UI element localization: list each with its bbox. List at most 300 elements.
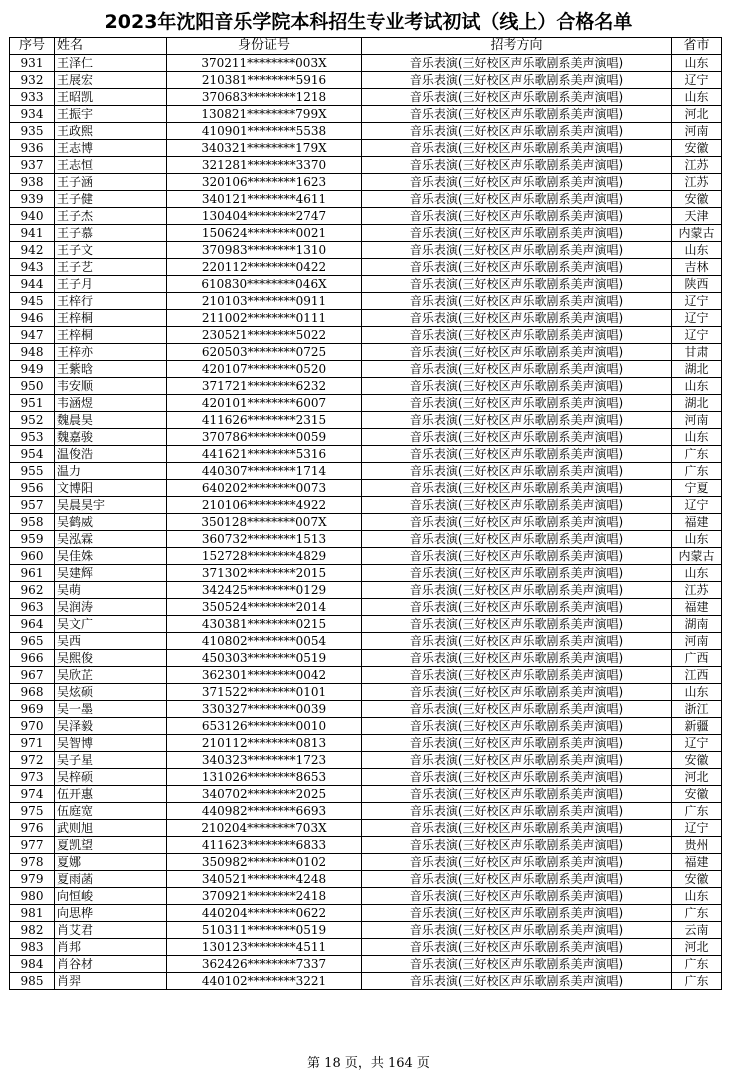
cell-name: 温力 [55, 463, 167, 480]
table-row [10, 378, 722, 395]
cell-id: 450303********0519 [167, 650, 362, 667]
table-row [10, 327, 722, 344]
cell-province: 广西 [672, 650, 722, 667]
cell-province: 山东 [672, 429, 722, 446]
cell-name: 温俊浩 [55, 446, 167, 463]
cell-name: 吴子星 [55, 752, 167, 769]
table-row [10, 259, 722, 276]
cell-id: 370921********2418 [167, 888, 362, 905]
cell-id: 411623********6833 [167, 837, 362, 854]
cell-direction: 音乐表演(三好校区声乐歌剧系美声演唱) [362, 157, 672, 174]
table-row [10, 888, 722, 905]
cell-province: 浙江 [672, 701, 722, 718]
cell-seq: 971 [10, 735, 55, 752]
cell-seq: 942 [10, 242, 55, 259]
cell-id: 230521********5022 [167, 327, 362, 344]
cell-name: 吴润涛 [55, 599, 167, 616]
table-row [10, 463, 722, 480]
cell-seq: 980 [10, 888, 55, 905]
cell-direction: 音乐表演(三好校区声乐歌剧系美声演唱) [362, 497, 672, 514]
cell-name: 王子艺 [55, 259, 167, 276]
table-row [10, 140, 722, 157]
cell-province: 内蒙古 [672, 548, 722, 565]
cell-direction: 音乐表演(三好校区声乐歌剧系美声演唱) [362, 446, 672, 463]
table-row [10, 582, 722, 599]
cell-name: 王梓行 [55, 293, 167, 310]
header-seq: 序号 [10, 38, 55, 55]
cell-province: 广东 [672, 905, 722, 922]
cell-direction: 音乐表演(三好校区声乐歌剧系美声演唱) [362, 684, 672, 701]
cell-direction: 音乐表演(三好校区声乐歌剧系美声演唱) [362, 276, 672, 293]
cell-direction: 音乐表演(三好校区声乐歌剧系美声演唱) [362, 803, 672, 820]
cell-seq: 985 [10, 973, 55, 990]
cell-name: 武则旭 [55, 820, 167, 837]
cell-direction: 音乐表演(三好校区声乐歌剧系美声演唱) [362, 701, 672, 718]
cell-name: 伍开惠 [55, 786, 167, 803]
cell-province: 安徽 [672, 191, 722, 208]
cell-id: 440307********1714 [167, 463, 362, 480]
cell-province: 河南 [672, 412, 722, 429]
cell-id: 371522********0101 [167, 684, 362, 701]
cell-province: 湖北 [672, 361, 722, 378]
table-row [10, 667, 722, 684]
cell-seq: 965 [10, 633, 55, 650]
cell-seq: 978 [10, 854, 55, 871]
table-row [10, 123, 722, 140]
cell-direction: 音乐表演(三好校区声乐歌剧系美声演唱) [362, 174, 672, 191]
table-row [10, 650, 722, 667]
cell-seq: 974 [10, 786, 55, 803]
cell-province: 湖北 [672, 395, 722, 412]
cell-seq: 944 [10, 276, 55, 293]
cell-id: 340321********179X [167, 140, 362, 157]
cell-name: 王展宏 [55, 72, 167, 89]
cell-id: 440204********0622 [167, 905, 362, 922]
cell-seq: 933 [10, 89, 55, 106]
cell-id: 340702********2025 [167, 786, 362, 803]
table-row [10, 956, 722, 973]
table-row [10, 174, 722, 191]
cell-direction: 音乐表演(三好校区声乐歌剧系美声演唱) [362, 854, 672, 871]
cell-direction: 音乐表演(三好校区声乐歌剧系美声演唱) [362, 752, 672, 769]
cell-direction: 音乐表演(三好校区声乐歌剧系美声演唱) [362, 769, 672, 786]
cell-seq: 955 [10, 463, 55, 480]
cell-seq: 941 [10, 225, 55, 242]
cell-direction: 音乐表演(三好校区声乐歌剧系美声演唱) [362, 293, 672, 310]
cell-seq: 936 [10, 140, 55, 157]
cell-direction: 音乐表演(三好校区声乐歌剧系美声演唱) [362, 378, 672, 395]
cell-seq: 958 [10, 514, 55, 531]
table-row [10, 514, 722, 531]
table-row [10, 208, 722, 225]
cell-seq: 960 [10, 548, 55, 565]
cell-direction: 音乐表演(三好校区声乐歌剧系美声演唱) [362, 922, 672, 939]
cell-id: 370683********1218 [167, 89, 362, 106]
cell-name: 王子文 [55, 242, 167, 259]
cell-name: 王子慕 [55, 225, 167, 242]
cell-name: 王政熙 [55, 123, 167, 140]
cell-province: 陕西 [672, 276, 722, 293]
cell-direction: 音乐表演(三好校区声乐歌剧系美声演唱) [362, 888, 672, 905]
table-body [10, 55, 722, 990]
cell-province: 福建 [672, 854, 722, 871]
table-row [10, 242, 722, 259]
cell-id: 342425********0129 [167, 582, 362, 599]
cell-seq: 938 [10, 174, 55, 191]
cell-province: 安徽 [672, 786, 722, 803]
table-row [10, 905, 722, 922]
cell-id: 350524********2014 [167, 599, 362, 616]
table-row [10, 565, 722, 582]
cell-province: 辽宁 [672, 327, 722, 344]
cell-id: 131026********8653 [167, 769, 362, 786]
cell-id: 640202********0073 [167, 480, 362, 497]
cell-seq: 931 [10, 55, 55, 72]
cell-province: 山东 [672, 89, 722, 106]
cell-name: 吴鹤威 [55, 514, 167, 531]
cell-name: 王子健 [55, 191, 167, 208]
cell-seq: 951 [10, 395, 55, 412]
cell-province: 山东 [672, 242, 722, 259]
cell-id: 340323********1723 [167, 752, 362, 769]
cell-direction: 音乐表演(三好校区声乐歌剧系美声演唱) [362, 837, 672, 854]
cell-name: 吴佳姝 [55, 548, 167, 565]
table-row [10, 854, 722, 871]
cell-name: 魏晨昊 [55, 412, 167, 429]
table-row [10, 429, 722, 446]
cell-province: 福建 [672, 514, 722, 531]
cell-name: 肖邦 [55, 939, 167, 956]
table-row [10, 72, 722, 89]
cell-id: 370786********0059 [167, 429, 362, 446]
cell-direction: 音乐表演(三好校区声乐歌剧系美声演唱) [362, 616, 672, 633]
cell-seq: 961 [10, 565, 55, 582]
cell-seq: 963 [10, 599, 55, 616]
cell-seq: 984 [10, 956, 55, 973]
cell-id: 370211********003X [167, 55, 362, 72]
cell-name: 王紫晗 [55, 361, 167, 378]
cell-name: 肖谷材 [55, 956, 167, 973]
cell-province: 湖南 [672, 616, 722, 633]
cell-province: 广东 [672, 446, 722, 463]
cell-id: 350982********0102 [167, 854, 362, 871]
cell-name: 魏嘉骏 [55, 429, 167, 446]
cell-province: 新疆 [672, 718, 722, 735]
header-id: 身份证号 [167, 38, 362, 55]
cell-province: 宁夏 [672, 480, 722, 497]
cell-seq: 934 [10, 106, 55, 123]
table-row [10, 684, 722, 701]
cell-name: 吴萌 [55, 582, 167, 599]
table-row [10, 276, 722, 293]
cell-id: 410901********5538 [167, 123, 362, 140]
cell-name: 王梓桐 [55, 310, 167, 327]
cell-name: 王振宇 [55, 106, 167, 123]
cell-province: 广东 [672, 463, 722, 480]
cell-province: 山东 [672, 378, 722, 395]
cell-id: 340521********4248 [167, 871, 362, 888]
cell-seq: 937 [10, 157, 55, 174]
cell-name: 夏凯望 [55, 837, 167, 854]
cell-id: 411626********2315 [167, 412, 362, 429]
table-row [10, 412, 722, 429]
cell-province: 山东 [672, 531, 722, 548]
cell-direction: 音乐表演(三好校区声乐歌剧系美声演唱) [362, 72, 672, 89]
cell-id: 320106********1623 [167, 174, 362, 191]
cell-direction: 音乐表演(三好校区声乐歌剧系美声演唱) [362, 191, 672, 208]
cell-direction: 音乐表演(三好校区声乐歌剧系美声演唱) [362, 123, 672, 140]
table-row [10, 531, 722, 548]
cell-id: 510311********0519 [167, 922, 362, 939]
cell-name: 吴炫硕 [55, 684, 167, 701]
cell-name: 向思桦 [55, 905, 167, 922]
cell-direction: 音乐表演(三好校区声乐歌剧系美声演唱) [362, 956, 672, 973]
cell-province: 辽宁 [672, 497, 722, 514]
cell-direction: 音乐表演(三好校区声乐歌剧系美声演唱) [362, 650, 672, 667]
table-row [10, 769, 722, 786]
header-direction: 招考方向 [362, 38, 672, 55]
table-row [10, 633, 722, 650]
cell-id: 210106********4922 [167, 497, 362, 514]
table-row [10, 191, 722, 208]
cell-id: 340121********4611 [167, 191, 362, 208]
cell-name: 吴西 [55, 633, 167, 650]
cell-name: 吴文广 [55, 616, 167, 633]
cell-province: 河北 [672, 106, 722, 123]
cell-province: 山东 [672, 55, 722, 72]
cell-seq: 973 [10, 769, 55, 786]
cell-seq: 959 [10, 531, 55, 548]
cell-id: 430381********0215 [167, 616, 362, 633]
cell-seq: 964 [10, 616, 55, 633]
cell-direction: 音乐表演(三好校区声乐歌剧系美声演唱) [362, 633, 672, 650]
cell-name: 王子杰 [55, 208, 167, 225]
table-row [10, 786, 722, 803]
cell-province: 河南 [672, 123, 722, 140]
cell-province: 江苏 [672, 582, 722, 599]
cell-seq: 981 [10, 905, 55, 922]
table-row [10, 157, 722, 174]
cell-name: 吴智博 [55, 735, 167, 752]
cell-seq: 979 [10, 871, 55, 888]
table-row [10, 837, 722, 854]
cell-id: 371302********2015 [167, 565, 362, 582]
table-row [10, 344, 722, 361]
cell-direction: 音乐表演(三好校区声乐歌剧系美声演唱) [362, 55, 672, 72]
cell-direction: 音乐表演(三好校区声乐歌剧系美声演唱) [362, 582, 672, 599]
cell-direction: 音乐表演(三好校区声乐歌剧系美声演唱) [362, 718, 672, 735]
cell-id: 321281********3370 [167, 157, 362, 174]
cell-province: 安徽 [672, 871, 722, 888]
cell-name: 吴泽毅 [55, 718, 167, 735]
cell-name: 王子月 [55, 276, 167, 293]
cell-name: 吴建辉 [55, 565, 167, 582]
table-row [10, 803, 722, 820]
cell-name: 向恒峻 [55, 888, 167, 905]
cell-name: 韦涵煜 [55, 395, 167, 412]
cell-province: 山东 [672, 888, 722, 905]
cell-id: 330327********0039 [167, 701, 362, 718]
cell-seq: 939 [10, 191, 55, 208]
cell-id: 130404********2747 [167, 208, 362, 225]
cell-direction: 音乐表演(三好校区声乐歌剧系美声演唱) [362, 480, 672, 497]
cell-province: 贵州 [672, 837, 722, 854]
table-row [10, 701, 722, 718]
cell-id: 653126********0010 [167, 718, 362, 735]
cell-province: 广东 [672, 956, 722, 973]
cell-seq: 970 [10, 718, 55, 735]
cell-id: 350128********007X [167, 514, 362, 531]
cell-id: 371721********6232 [167, 378, 362, 395]
cell-province: 广东 [672, 973, 722, 990]
header-province: 省市 [672, 38, 722, 55]
cell-name: 夏娜 [55, 854, 167, 871]
cell-direction: 音乐表演(三好校区声乐歌剧系美声演唱) [362, 429, 672, 446]
cell-province: 安徽 [672, 140, 722, 157]
cell-seq: 972 [10, 752, 55, 769]
cell-name: 夏雨菡 [55, 871, 167, 888]
cell-id: 441621********5316 [167, 446, 362, 463]
table-row [10, 548, 722, 565]
cell-id: 370983********1310 [167, 242, 362, 259]
cell-seq: 947 [10, 327, 55, 344]
table-row [10, 310, 722, 327]
cell-direction: 音乐表演(三好校区声乐歌剧系美声演唱) [362, 463, 672, 480]
cell-seq: 976 [10, 820, 55, 837]
cell-province: 辽宁 [672, 820, 722, 837]
cell-name: 吴一墨 [55, 701, 167, 718]
cell-name: 肖艾君 [55, 922, 167, 939]
page-footer: 第 18 页，共 164 页 [307, 1056, 430, 1071]
cell-province: 福建 [672, 599, 722, 616]
table-row [10, 361, 722, 378]
cell-seq: 956 [10, 480, 55, 497]
cell-seq: 975 [10, 803, 55, 820]
cell-seq: 968 [10, 684, 55, 701]
cell-direction: 音乐表演(三好校区声乐歌剧系美声演唱) [362, 310, 672, 327]
cell-province: 内蒙古 [672, 225, 722, 242]
cell-province: 河南 [672, 633, 722, 650]
cell-direction: 音乐表演(三好校区声乐歌剧系美声演唱) [362, 259, 672, 276]
cell-province: 辽宁 [672, 72, 722, 89]
table-row [10, 752, 722, 769]
cell-seq: 953 [10, 429, 55, 446]
cell-province: 河北 [672, 939, 722, 956]
cell-seq: 950 [10, 378, 55, 395]
cell-id: 610830********046X [167, 276, 362, 293]
cell-province: 江苏 [672, 157, 722, 174]
cell-name: 王昭凯 [55, 89, 167, 106]
cell-direction: 音乐表演(三好校区声乐歌剧系美声演唱) [362, 599, 672, 616]
cell-direction: 音乐表演(三好校区声乐歌剧系美声演唱) [362, 735, 672, 752]
cell-direction: 音乐表演(三好校区声乐歌剧系美声演唱) [362, 344, 672, 361]
cell-seq: 949 [10, 361, 55, 378]
cell-province: 山东 [672, 684, 722, 701]
table-row [10, 225, 722, 242]
cell-name: 王梓桐 [55, 327, 167, 344]
cell-seq: 983 [10, 939, 55, 956]
table-row [10, 480, 722, 497]
cell-id: 620503********0725 [167, 344, 362, 361]
document-title: 2023年沈阳音乐学院本科招生专业考试初试（线上）合格名单 [104, 11, 633, 33]
cell-id: 211002********0111 [167, 310, 362, 327]
cell-province: 吉林 [672, 259, 722, 276]
cell-province: 甘肃 [672, 344, 722, 361]
qualified-list-table [9, 37, 722, 990]
cell-id: 420101********6007 [167, 395, 362, 412]
cell-direction: 音乐表演(三好校区声乐歌剧系美声演唱) [362, 395, 672, 412]
cell-province: 云南 [672, 922, 722, 939]
table-row [10, 973, 722, 990]
cell-id: 210381********5916 [167, 72, 362, 89]
cell-direction: 音乐表演(三好校区声乐歌剧系美声演唱) [362, 327, 672, 344]
table-row [10, 293, 722, 310]
cell-province: 安徽 [672, 752, 722, 769]
cell-name: 文博阳 [55, 480, 167, 497]
cell-province: 辽宁 [672, 293, 722, 310]
cell-id: 420107********0520 [167, 361, 362, 378]
cell-direction: 音乐表演(三好校区声乐歌剧系美声演唱) [362, 89, 672, 106]
cell-seq: 962 [10, 582, 55, 599]
cell-province: 天津 [672, 208, 722, 225]
table-row [10, 735, 722, 752]
table-row [10, 55, 722, 72]
cell-province: 河北 [672, 769, 722, 786]
cell-name: 王志博 [55, 140, 167, 157]
cell-id: 130123********4511 [167, 939, 362, 956]
cell-direction: 音乐表演(三好校区声乐歌剧系美声演唱) [362, 939, 672, 956]
cell-name: 王梓亦 [55, 344, 167, 361]
table-row [10, 922, 722, 939]
cell-seq: 969 [10, 701, 55, 718]
table-row [10, 718, 722, 735]
table-row [10, 395, 722, 412]
cell-id: 210103********0911 [167, 293, 362, 310]
table-row [10, 871, 722, 888]
table-row [10, 599, 722, 616]
cell-id: 220112********0422 [167, 259, 362, 276]
cell-province: 辽宁 [672, 310, 722, 327]
cell-province: 山东 [672, 565, 722, 582]
cell-direction: 音乐表演(三好校区声乐歌剧系美声演唱) [362, 565, 672, 582]
cell-seq: 967 [10, 667, 55, 684]
cell-id: 362301********0042 [167, 667, 362, 684]
cell-name: 肖羿 [55, 973, 167, 990]
cell-direction: 音乐表演(三好校区声乐歌剧系美声演唱) [362, 905, 672, 922]
table-header-row [10, 38, 722, 55]
cell-id: 360732********1513 [167, 531, 362, 548]
cell-seq: 940 [10, 208, 55, 225]
cell-direction: 音乐表演(三好校区声乐歌剧系美声演唱) [362, 531, 672, 548]
cell-name: 吴晨昊宇 [55, 497, 167, 514]
cell-direction: 音乐表演(三好校区声乐歌剧系美声演唱) [362, 208, 672, 225]
cell-direction: 音乐表演(三好校区声乐歌剧系美声演唱) [362, 361, 672, 378]
cell-id: 362426********7337 [167, 956, 362, 973]
cell-province: 广东 [672, 803, 722, 820]
cell-seq: 966 [10, 650, 55, 667]
table-row [10, 446, 722, 463]
cell-province: 江西 [672, 667, 722, 684]
cell-province: 江苏 [672, 174, 722, 191]
cell-seq: 954 [10, 446, 55, 463]
table-row [10, 820, 722, 837]
cell-name: 吴欣芷 [55, 667, 167, 684]
cell-direction: 音乐表演(三好校区声乐歌剧系美声演唱) [362, 820, 672, 837]
cell-seq: 945 [10, 293, 55, 310]
table-row [10, 939, 722, 956]
cell-id: 152728********4829 [167, 548, 362, 565]
cell-name: 王子涵 [55, 174, 167, 191]
